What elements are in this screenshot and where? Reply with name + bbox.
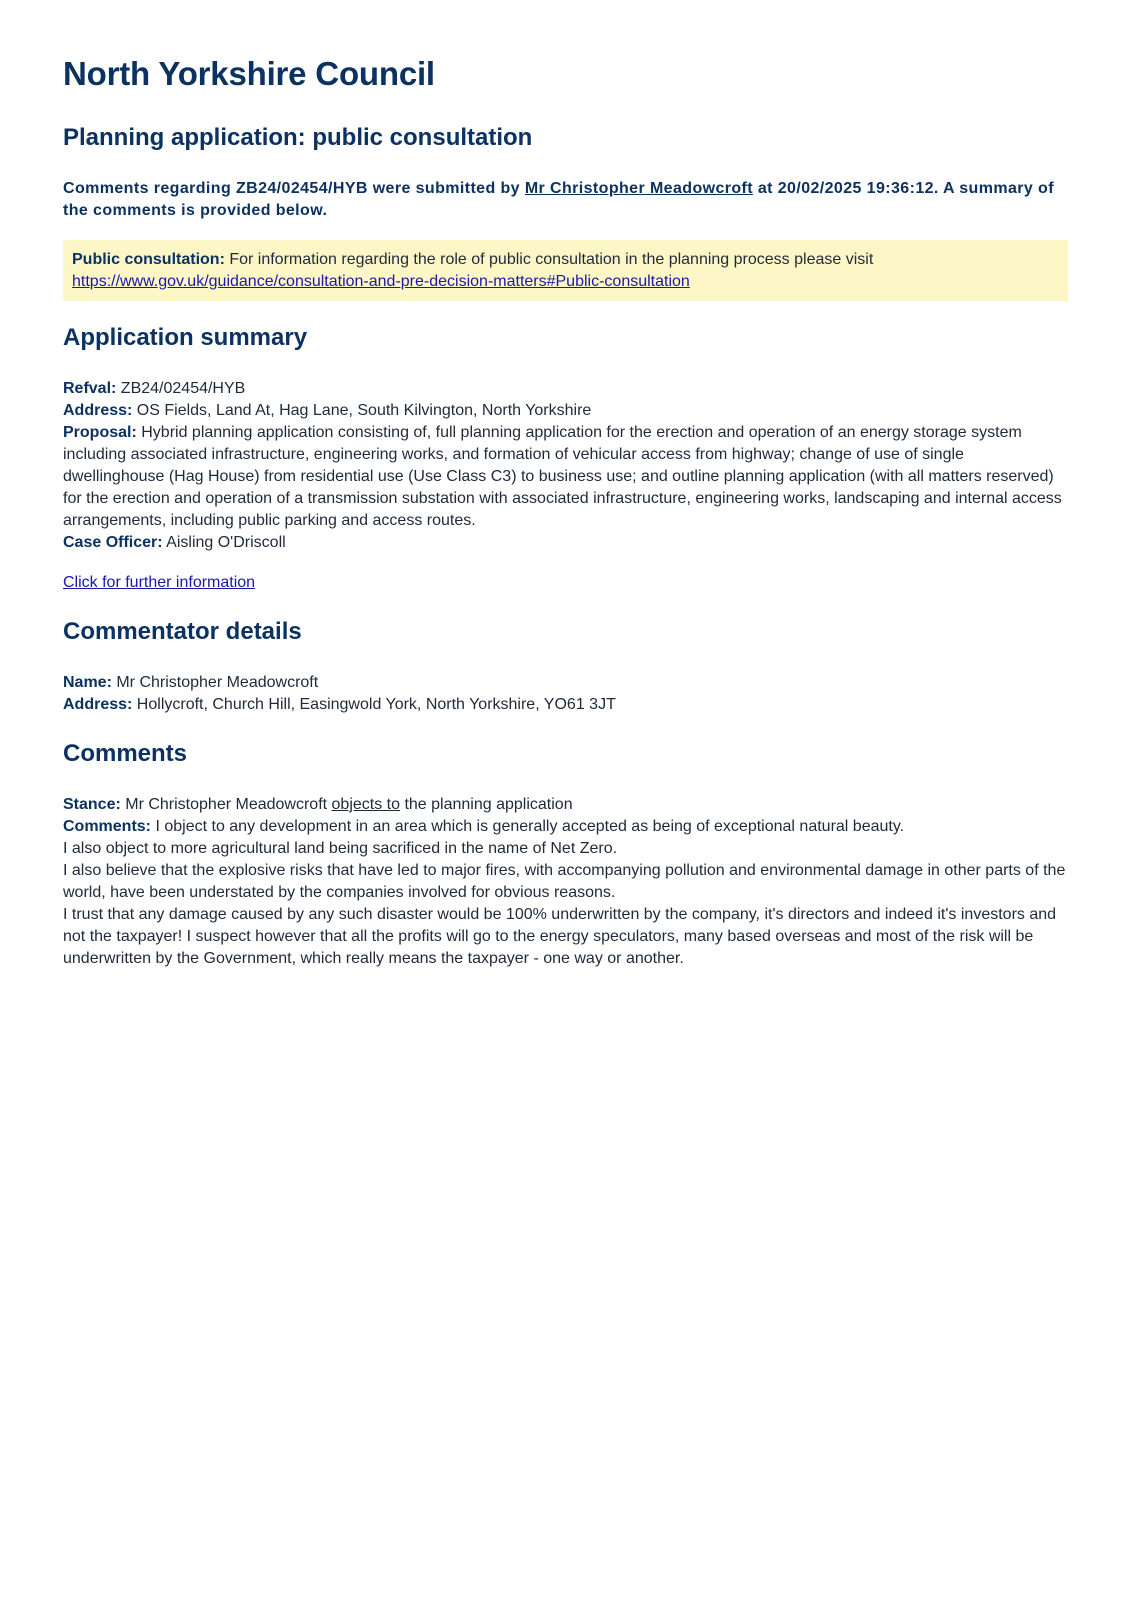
- comments-body: [63, 794, 1068, 970]
- stance-link[interactable]: objects to: [331, 796, 401, 813]
- public-consultation-notice: [63, 240, 1068, 301]
- proposal-label: Proposal:: [63, 424, 137, 441]
- stance-label: Stance:: [63, 796, 121, 813]
- case-officer-label: Case Officer:: [63, 534, 163, 551]
- proposal-row: [63, 422, 1068, 532]
- application-address-label: Address:: [63, 402, 133, 419]
- comment-line-3: I also believe that the explosive risks that have led to major fires, with accompanying pollution and environmental damage in other parts of the world, have been understated by the companies involved for obvious reasons.: [63, 862, 1066, 901]
- commentator-name-value: Mr Christopher Meadowcroft: [111, 674, 319, 691]
- commentator-address-row: [63, 694, 1068, 716]
- application-address-row: [63, 400, 1068, 422]
- commentator-details: [63, 672, 1068, 716]
- application-summary: [63, 378, 1068, 554]
- comments-heading: Comments: [63, 740, 188, 767]
- commentator-details-heading: Commentator details: [63, 618, 302, 645]
- notice-label: Public consultation:: [72, 251, 225, 268]
- further-info-row: [63, 572, 1068, 594]
- consultation-guidance-link[interactable]: https://www.gov.uk/guidance/consultation-and-pre-decision-matters#Public-consultation: [72, 273, 690, 290]
- refval-row: [63, 378, 1068, 400]
- application-address-value: OS Fields, Land At, Hag Lane, South Kilvington, North Yorkshire: [132, 402, 592, 419]
- intro-prefix: Comments regarding ZB24/02454/HYB were submitted by: [63, 180, 525, 197]
- notice-text: For information regarding the role of public consultation in the planning process please visit: [224, 251, 874, 268]
- commentator-name-row: [63, 672, 1068, 694]
- further-information-link[interactable]: Click for further information: [63, 574, 256, 591]
- comments-label: Comments:: [63, 818, 152, 835]
- refval-label: Refval:: [63, 380, 117, 397]
- intro-suffix: at 20/02/2025 19:36:12. A summary of the comments is provided below.: [63, 180, 1054, 219]
- commentator-address-label: Address:: [63, 696, 133, 713]
- case-officer-row: [63, 532, 1068, 554]
- case-officer-value: Aisling O'Driscoll: [162, 534, 286, 551]
- commentator-link[interactable]: Mr Christopher Meadowcroft: [524, 180, 754, 197]
- council-title: North Yorkshire Council: [63, 55, 435, 92]
- stance-row: [63, 794, 1068, 816]
- section-title: Planning application: public consultation: [63, 124, 533, 151]
- comment-line-1: I object to any development in an area which is generally accepted as being of exceptional natural beauty.: [151, 818, 905, 835]
- stance-prefix: Mr Christopher Meadowcroft: [120, 796, 332, 813]
- proposal-value: Hybrid planning application consisting of, full planning application for the erection and operation of an energy storage system including associated infrastructure, engineering works, and formation of vehicular access from highway; change of use of single dwellinghouse (Hag House) from residential use (Use Class C3) to business use; and outline planning application (with all matters reserved) for the erection and operation of a transmission substation with associated infrastructure, engineering works, landscaping and internal access arrangements, including public parking and access routes.: [63, 424, 1062, 529]
- intro-paragraph: [63, 178, 1068, 222]
- application-summary-heading: Application summary: [63, 324, 308, 351]
- stance-suffix: the planning application: [400, 796, 573, 813]
- commentator-name-label: Name:: [63, 674, 112, 691]
- comment-line-4: I trust that any damage caused by any such disaster would be 100% underwritten by the company, it's directors and indeed it's investors and not the taxpayer! I suspect however that all the profits will go to the energy speculators, many based overseas and most of the risk will be underwritten by the Government, which really means the taxpayer - one way or another.: [63, 906, 1057, 967]
- comments-row: [63, 816, 1068, 838]
- refval-value: ZB24/02454/HYB: [116, 380, 246, 397]
- commentator-address-value: Hollycroft, Church Hill, Easingwold York, North Yorkshire, YO61 3JT: [132, 696, 616, 713]
- comment-line-2: I also object to more agricultural land being sacrificed in the name of Net Zero.: [63, 840, 618, 857]
